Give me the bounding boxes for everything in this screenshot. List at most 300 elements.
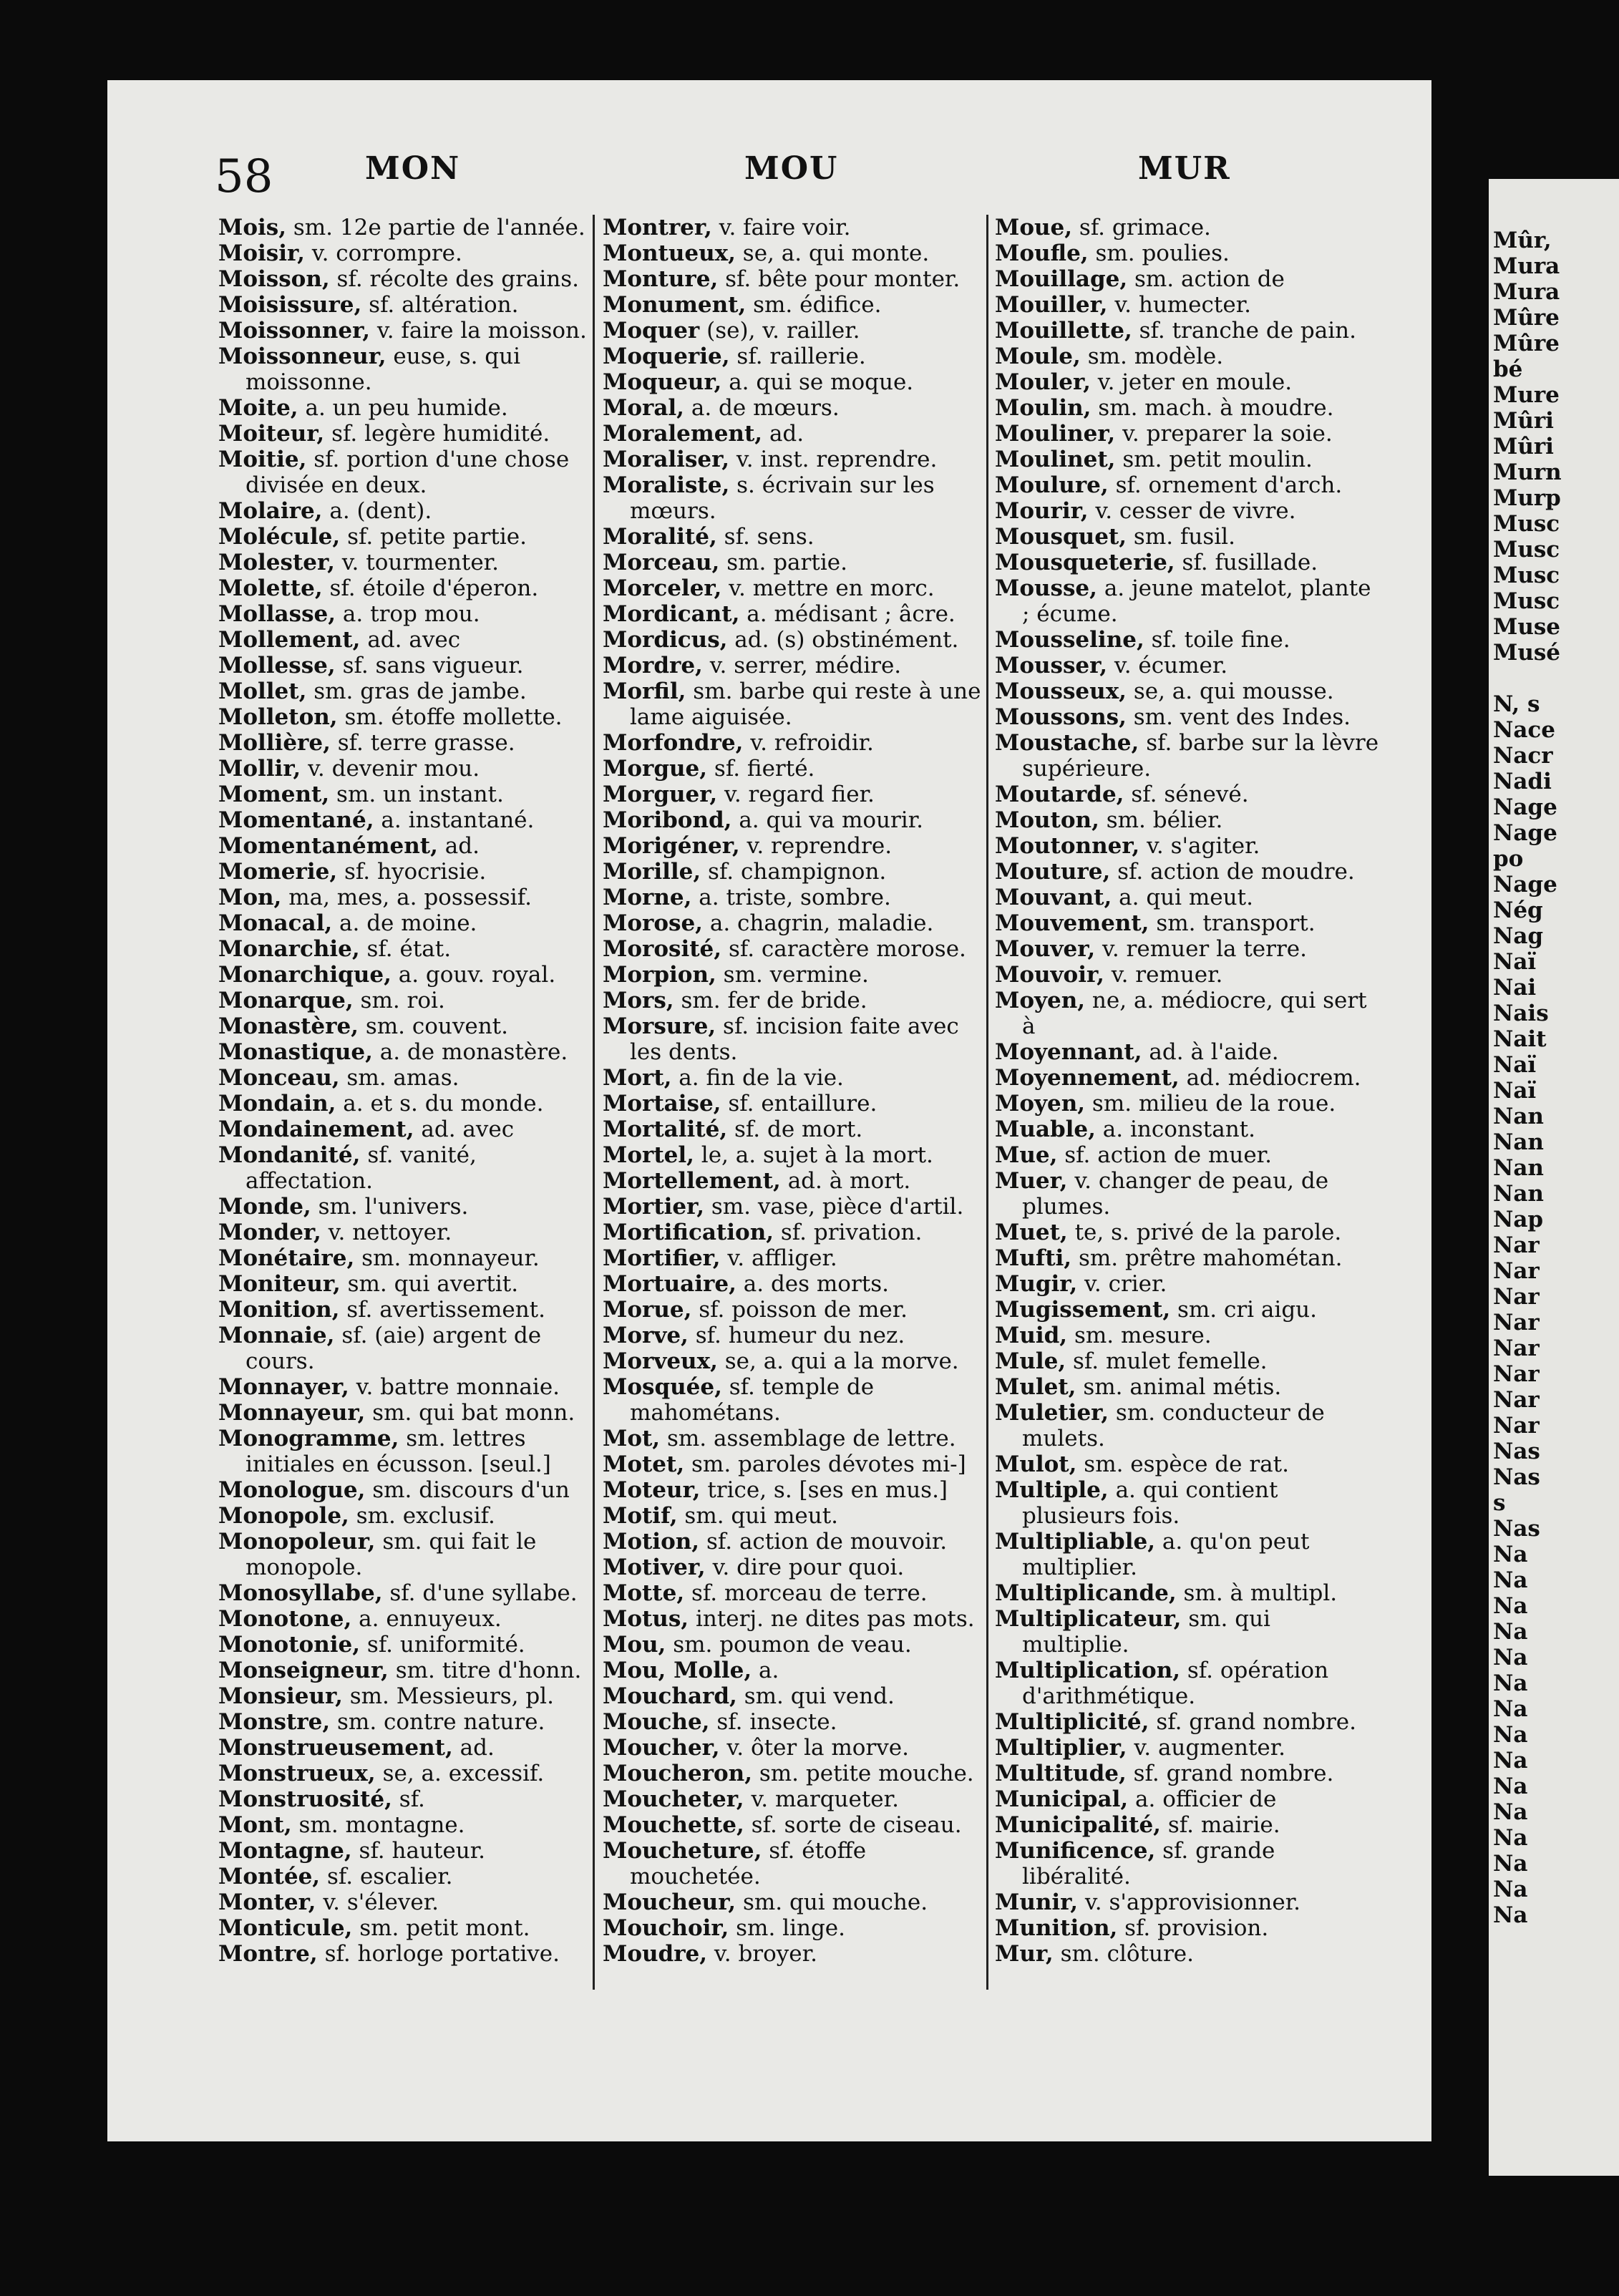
definition: sm. qui avertit.	[347, 1271, 519, 1297]
definition: sf. champignon.	[708, 859, 887, 885]
headword: Multiplicande,	[995, 1580, 1177, 1606]
facing-page-fragment: Mura	[1493, 253, 1560, 279]
dictionary-entry	[218, 1915, 589, 1941]
definition: v. s'agiter.	[1147, 833, 1260, 859]
headword: Moniteur,	[218, 1271, 341, 1297]
dictionary-entry	[603, 1889, 982, 1915]
definition: a. qui se moque.	[729, 369, 914, 395]
headword: Morue,	[603, 1297, 692, 1323]
definition: sf. sorte de ciseau.	[751, 1812, 962, 1838]
definition: sm. lettres initiales en écusson. [seul.]	[245, 1426, 551, 1477]
headword: Monstrueux,	[218, 1761, 376, 1786]
definition: euse, s. qui moissonne.	[245, 344, 521, 395]
headword: Multipliable,	[995, 1529, 1156, 1555]
dictionary-entry	[995, 859, 1381, 885]
dictionary-entry	[603, 1503, 982, 1529]
dictionary-entry	[218, 1786, 589, 1812]
definition: ma, mes, a. possessif.	[288, 885, 532, 910]
definition: sf. tranche de pain.	[1139, 318, 1356, 344]
definition: sm. roi.	[360, 988, 445, 1013]
dictionary-entry	[603, 1348, 982, 1374]
dictionary-entry	[218, 575, 589, 601]
headword: Monition,	[218, 1297, 340, 1323]
definition: ne, a. médiocre, qui sert à	[1022, 988, 1367, 1039]
headword: Mouliner,	[995, 421, 1116, 447]
facing-page-fragment: Nan	[1493, 1181, 1544, 1207]
facing-page-fragment: Musé	[1493, 640, 1561, 666]
facing-page-fragment: Nage	[1493, 794, 1557, 820]
dictionary-entry	[603, 1117, 982, 1142]
headword: Mondainement,	[218, 1117, 414, 1142]
facing-page-fragment: Nap	[1493, 1207, 1544, 1232]
dictionary-entry	[995, 318, 1381, 344]
definition: sm. vent des Indes.	[1133, 704, 1351, 730]
dictionary-entry	[218, 988, 589, 1013]
headword: Monder,	[218, 1220, 321, 1245]
definition: sf. portion d'une chose divisée en deux.	[245, 447, 570, 498]
guide-word-right: MUR	[1138, 150, 1231, 187]
headword: Multiplicateur,	[995, 1606, 1182, 1632]
dictionary-entry	[995, 910, 1381, 936]
headword: Monacal,	[218, 910, 333, 936]
facing-page-fragment: Nég	[1493, 898, 1543, 923]
definition: v. jeter en moule.	[1097, 369, 1293, 395]
page-number: 58	[215, 150, 273, 203]
headword: Monceau,	[218, 1065, 340, 1091]
headword: Mordre,	[603, 653, 703, 678]
headword: Mondain,	[218, 1091, 336, 1117]
definition: sm. bélier.	[1106, 807, 1223, 833]
headword: Mugissement,	[995, 1297, 1171, 1323]
headword: Moyen,	[995, 988, 1086, 1013]
facing-page-fragment: Nag	[1493, 923, 1544, 949]
headword: Morigéner,	[603, 833, 740, 859]
headword: Moulinet,	[995, 447, 1116, 472]
headword: Morveux,	[603, 1348, 718, 1374]
dictionary-entry	[995, 1915, 1381, 1941]
headword: Moucheter,	[603, 1786, 744, 1812]
definition: ad. à l'aide.	[1149, 1039, 1279, 1065]
headword: Mouillette,	[995, 318, 1132, 344]
dictionary-entry	[603, 1013, 982, 1065]
definition: sm. partie.	[726, 550, 847, 575]
headword: Molaire,	[218, 498, 323, 524]
dictionary-entry	[218, 1889, 589, 1915]
definition: sm. espèce de rat.	[1084, 1451, 1289, 1477]
facing-page-fragment: Na	[1493, 1696, 1528, 1722]
dictionary-entry	[603, 730, 982, 756]
definition: sf.	[399, 1786, 425, 1812]
definition: sf. privation.	[780, 1220, 923, 1245]
definition: se, a. excessif.	[382, 1761, 545, 1786]
facing-page-fragment: Na	[1493, 1902, 1528, 1928]
facing-page-fragment: Mûre	[1493, 305, 1560, 331]
definition: sm. modèle.	[1087, 344, 1224, 369]
headword: Monstre,	[218, 1709, 331, 1735]
facing-page-fragments	[1489, 228, 1562, 1928]
dictionary-entry	[603, 1477, 982, 1503]
dictionary-entry	[995, 1606, 1381, 1658]
headword: Mors,	[603, 988, 674, 1013]
headword: Mule,	[995, 1348, 1066, 1374]
dictionary-entry	[218, 1529, 589, 1580]
definition: sf. legère humidité.	[331, 421, 550, 447]
headword: Mollet,	[218, 678, 307, 704]
definition: v. preparer la soie.	[1122, 421, 1333, 447]
definition: a. de moine.	[339, 910, 477, 936]
headword: Moutonner,	[995, 833, 1140, 859]
dictionary-entry	[603, 653, 982, 678]
dictionary-entry	[995, 1477, 1381, 1529]
dictionary-entry	[603, 292, 982, 318]
definition: sf. terre grasse.	[337, 730, 515, 756]
headword: Moudre,	[603, 1941, 708, 1967]
headword: Momerie,	[218, 859, 338, 885]
headword: Morne,	[603, 885, 692, 910]
dictionary-entry	[603, 1529, 982, 1555]
definition: ad. avec	[421, 1117, 515, 1142]
definition: sf. horloge portative.	[324, 1941, 560, 1967]
definition: sf. grande libéralité.	[1022, 1838, 1275, 1889]
headword: Moiteur,	[218, 421, 325, 447]
dictionary-entry	[995, 1220, 1381, 1245]
definition: v. inst. reprendre.	[736, 447, 938, 472]
dictionary-entry	[995, 1580, 1381, 1606]
headword: Munificence,	[995, 1838, 1156, 1864]
dictionary-entry	[218, 1606, 589, 1632]
headword: Morguer,	[603, 782, 718, 807]
definition: sf. de mort.	[734, 1117, 863, 1142]
dictionary-entry	[218, 627, 589, 653]
dictionary-entry	[218, 1477, 589, 1503]
headword: Monnayer,	[218, 1374, 349, 1400]
definition: sf. raillerie.	[736, 344, 866, 369]
dictionary-entry	[218, 1065, 589, 1091]
headword: Mortaise,	[603, 1091, 721, 1117]
facing-page-fragment: Nas	[1493, 1439, 1540, 1464]
headword: Moyen,	[995, 1091, 1086, 1117]
dictionary-entry	[218, 215, 589, 240]
headword: Muid,	[995, 1323, 1068, 1348]
dictionary-entry	[603, 782, 982, 807]
headword: Mousser,	[995, 653, 1108, 678]
headword: Moutarde,	[995, 782, 1124, 807]
headword: Monture,	[603, 266, 719, 292]
headword: Mollir,	[218, 756, 301, 782]
headword: Moissonner,	[218, 318, 371, 344]
dictionary-entry	[995, 1400, 1381, 1451]
definition: sf. poisson de mer.	[699, 1297, 908, 1323]
headword: Mollesse,	[218, 653, 336, 678]
definition: a. chagrin, maladie.	[709, 910, 934, 936]
definition: v. regard fier.	[724, 782, 875, 807]
definition: s. écrivain sur les mœurs.	[630, 472, 935, 524]
definition: sm. cri aigu.	[1177, 1297, 1317, 1323]
dictionary-entry	[995, 1838, 1381, 1889]
definition: sm. animal métis.	[1083, 1374, 1282, 1400]
dictionary-entry	[603, 910, 982, 936]
definition: a. qui contient plusieurs fois.	[1022, 1477, 1278, 1529]
definition: a. de mœurs.	[691, 395, 840, 421]
definition: v. mettre en morc.	[729, 575, 935, 601]
dictionary-entry	[603, 395, 982, 421]
headword: Mortalité,	[603, 1117, 728, 1142]
headword: Mouiller,	[995, 292, 1108, 318]
definition: a. médisant ; âcre.	[747, 601, 956, 627]
dictionary-entry	[218, 447, 589, 498]
dictionary-entry	[603, 1606, 982, 1632]
dictionary-entry	[603, 1735, 982, 1761]
definition: v. humecter.	[1114, 292, 1251, 318]
definition: sm. petite mouche.	[759, 1761, 974, 1786]
dictionary-entry	[603, 344, 982, 369]
definition: ad.	[769, 421, 804, 447]
definition: sf. état.	[366, 936, 452, 962]
facing-page-fragment: Nan	[1493, 1129, 1544, 1155]
dictionary-entry	[218, 1013, 589, 1039]
definition: sm. l'univers.	[318, 1194, 469, 1220]
dictionary-entry	[995, 678, 1381, 704]
definition: sm. un instant.	[336, 782, 504, 807]
dictionary-entry	[218, 859, 589, 885]
dictionary-entry	[995, 472, 1381, 498]
dictionary-entry	[603, 550, 982, 575]
headword: Motte,	[603, 1580, 685, 1606]
dictionary-entry	[218, 550, 589, 575]
dictionary-entry	[995, 266, 1381, 292]
facing-page-fragment: bé	[1493, 356, 1523, 382]
dictionary-entry	[218, 1091, 589, 1117]
headword: Mulet,	[995, 1374, 1076, 1400]
dictionary-entry	[995, 1786, 1381, 1812]
headword: Mouchette,	[603, 1812, 744, 1838]
dictionary-entry	[995, 1735, 1381, 1761]
definition: sm. transport.	[1156, 910, 1316, 936]
dictionary-entry	[995, 885, 1381, 910]
headword: Monogramme,	[218, 1426, 399, 1451]
headword: Moissonneur,	[218, 344, 386, 369]
definition: sm. 12e partie de l'année.	[293, 215, 585, 240]
dictionary-entry	[603, 421, 982, 447]
column-2	[603, 215, 982, 1967]
headword: Mont,	[218, 1812, 292, 1838]
definition: sf. d'une syllabe.	[389, 1580, 578, 1606]
dictionary-entry	[603, 1451, 982, 1477]
facing-page-fragment: Nai	[1493, 975, 1537, 1001]
definition: v. augmenter.	[1134, 1735, 1286, 1761]
dictionary-entry	[603, 678, 982, 730]
definition: ad. (s) obstinément.	[734, 627, 959, 653]
definition: sm. fusil.	[1133, 524, 1235, 550]
definition: ad. avec	[367, 627, 461, 653]
headword: Mot,	[603, 1426, 661, 1451]
facing-page-fragment: Na	[1493, 1851, 1528, 1877]
headword: Mouche,	[603, 1709, 710, 1735]
headword: Montée,	[218, 1864, 321, 1889]
definition: sf. provision.	[1124, 1915, 1269, 1941]
dictionary-entry	[218, 1580, 589, 1606]
definition: a. (dent).	[329, 498, 432, 524]
headword: Muable,	[995, 1117, 1096, 1142]
dictionary-entry	[218, 678, 589, 704]
headword: Mois,	[218, 215, 287, 240]
definition: sm. titre d'honn.	[395, 1658, 582, 1683]
headword: Muer,	[995, 1168, 1068, 1194]
definition: sf. étoile d'éperon.	[329, 575, 539, 601]
dictionary-entry	[995, 344, 1381, 369]
dictionary-entry	[218, 1838, 589, 1864]
headword: Mordicus,	[603, 627, 728, 653]
dictionary-entry	[603, 1632, 982, 1658]
dictionary-entry	[218, 1220, 589, 1245]
facing-page-fragment: Naï	[1493, 1078, 1537, 1104]
dictionary-entry	[218, 1271, 589, 1297]
headword: Monotonie,	[218, 1632, 361, 1658]
headword: Morfil,	[603, 678, 686, 704]
dictionary-entry	[995, 1142, 1381, 1168]
facing-page-fragment: Mura	[1493, 279, 1560, 305]
dictionary-entry	[995, 1374, 1381, 1400]
definition: a.	[759, 1658, 779, 1683]
headword: Monsieur,	[218, 1683, 343, 1709]
dictionary-entry	[995, 782, 1381, 807]
headword: Mollière,	[218, 730, 331, 756]
headword: Moraliser,	[603, 447, 730, 472]
definition: sm. linge.	[736, 1915, 845, 1941]
definition: sf. action de mouvoir.	[706, 1529, 948, 1555]
definition: ad. à mort.	[787, 1168, 911, 1194]
headword: Morosité,	[603, 936, 722, 962]
headword: Mortel,	[603, 1142, 694, 1168]
definition: sm. exclusif.	[356, 1503, 495, 1529]
dictionary-entry	[603, 1555, 982, 1580]
definition: sf. avertissement.	[346, 1297, 545, 1323]
definition: sm. fer de bride.	[681, 988, 867, 1013]
definition: sf. petite partie.	[347, 524, 527, 550]
headword: Mou,	[603, 1632, 666, 1658]
dictionary-entry	[603, 318, 982, 344]
facing-page-fragment: Mûre	[1493, 331, 1560, 356]
dictionary-entry	[995, 988, 1381, 1039]
definition: sf. hyocrisie.	[344, 859, 487, 885]
definition: sf. action de muer.	[1064, 1142, 1272, 1168]
definition: se, a. qui mousse.	[1133, 678, 1334, 704]
headword: Mouillage,	[995, 266, 1128, 292]
definition: sm. montagne.	[298, 1812, 465, 1838]
headword: Multitude,	[995, 1761, 1127, 1786]
definition: v. s'approvisionner.	[1084, 1889, 1300, 1915]
definition: v. changer de peau, de plumes.	[1022, 1168, 1329, 1220]
headword: Morose,	[603, 910, 703, 936]
dictionary-entry	[603, 1709, 982, 1735]
dictionary-entry	[603, 524, 982, 550]
headword: Moqueur,	[603, 369, 722, 395]
definition: sf. insecte.	[716, 1709, 837, 1735]
dictionary-entry	[995, 240, 1381, 266]
definition: sf. uniformité.	[366, 1632, 525, 1658]
headword: Momentanément,	[218, 833, 438, 859]
facing-page-fragment: Na	[1493, 1593, 1528, 1619]
definition: sf. mairie.	[1167, 1812, 1280, 1838]
headword: Mollement,	[218, 627, 361, 653]
headword: Multiple,	[995, 1477, 1109, 1503]
dictionary-entry	[995, 627, 1381, 653]
definition: a. qui va mourir.	[739, 807, 923, 833]
definition: sf. grand nombre.	[1133, 1761, 1334, 1786]
dictionary-entry	[603, 1426, 982, 1451]
definition: sm. qui bat monn.	[372, 1400, 575, 1426]
headword: Moulin,	[995, 395, 1092, 421]
definition: ad. médiocrem.	[1186, 1065, 1361, 1091]
definition: sm. étoffe mollette.	[344, 704, 563, 730]
headword: Morsure,	[603, 1013, 716, 1039]
facing-page-fragment: Nar	[1493, 1310, 1540, 1336]
facing-page-fragment: Na	[1493, 1722, 1528, 1748]
dictionary-entry	[603, 369, 982, 395]
dictionary-entry	[218, 653, 589, 678]
facing-page-fragment: Nar	[1493, 1336, 1540, 1361]
headword: Morve,	[603, 1323, 689, 1348]
headword: Moucher,	[603, 1735, 720, 1761]
headword: Molester,	[218, 550, 335, 575]
definition: sf. mulet femelle.	[1073, 1348, 1268, 1374]
headword: Mouchard,	[603, 1683, 737, 1709]
column-3	[995, 215, 1381, 1967]
headword: Mourir,	[995, 498, 1089, 524]
headword: Motus,	[603, 1606, 689, 1632]
dictionary-entry	[995, 1889, 1381, 1915]
headword: Moisir,	[218, 240, 305, 266]
dictionary-entry	[603, 1838, 982, 1889]
headword: Moite,	[218, 395, 298, 421]
dictionary-entry	[218, 395, 589, 421]
headword: Moribond,	[603, 807, 732, 833]
definition: sf. opération d'arithmétique.	[1022, 1658, 1329, 1709]
headword: Mouver,	[995, 936, 1096, 962]
headword: Mouvement,	[995, 910, 1149, 936]
headword: Mon,	[218, 885, 282, 910]
definition: sm. qui multiplie.	[1022, 1606, 1270, 1658]
definition: v. refroidir.	[750, 730, 874, 756]
definition: v. faire la moisson.	[376, 318, 587, 344]
headword: Munition,	[995, 1915, 1118, 1941]
facing-page-fragment: Mure	[1493, 382, 1560, 408]
headword: Morfondre,	[603, 730, 744, 756]
headword: Mort,	[603, 1065, 672, 1091]
dictionary-entry	[603, 1658, 982, 1683]
definition: ad.	[444, 833, 480, 859]
definition: a. officier de	[1135, 1786, 1277, 1812]
dictionary-entry	[218, 1323, 589, 1374]
headword: Mousse,	[995, 575, 1097, 601]
dictionary-entry	[603, 756, 982, 782]
headword: Multiplier,	[995, 1735, 1127, 1761]
headword: Mousquet,	[995, 524, 1127, 550]
definition: sm. paroles dévotes mi-]	[691, 1451, 966, 1477]
definition: sf. morceau de terre.	[691, 1580, 928, 1606]
facing-page-fragment: Muse	[1493, 614, 1561, 640]
dictionary-entry	[995, 1065, 1381, 1091]
headword: Monologue,	[218, 1477, 366, 1503]
dictionary-entry	[995, 215, 1381, 240]
dictionary-entry	[218, 1658, 589, 1683]
headword: Moitie,	[218, 447, 307, 472]
dictionary-entry	[603, 988, 982, 1013]
definition: v. crier.	[1084, 1271, 1167, 1297]
definition: (se), v. railler.	[706, 318, 860, 344]
dictionary-entry	[218, 292, 589, 318]
headword: Municipal,	[995, 1786, 1129, 1812]
